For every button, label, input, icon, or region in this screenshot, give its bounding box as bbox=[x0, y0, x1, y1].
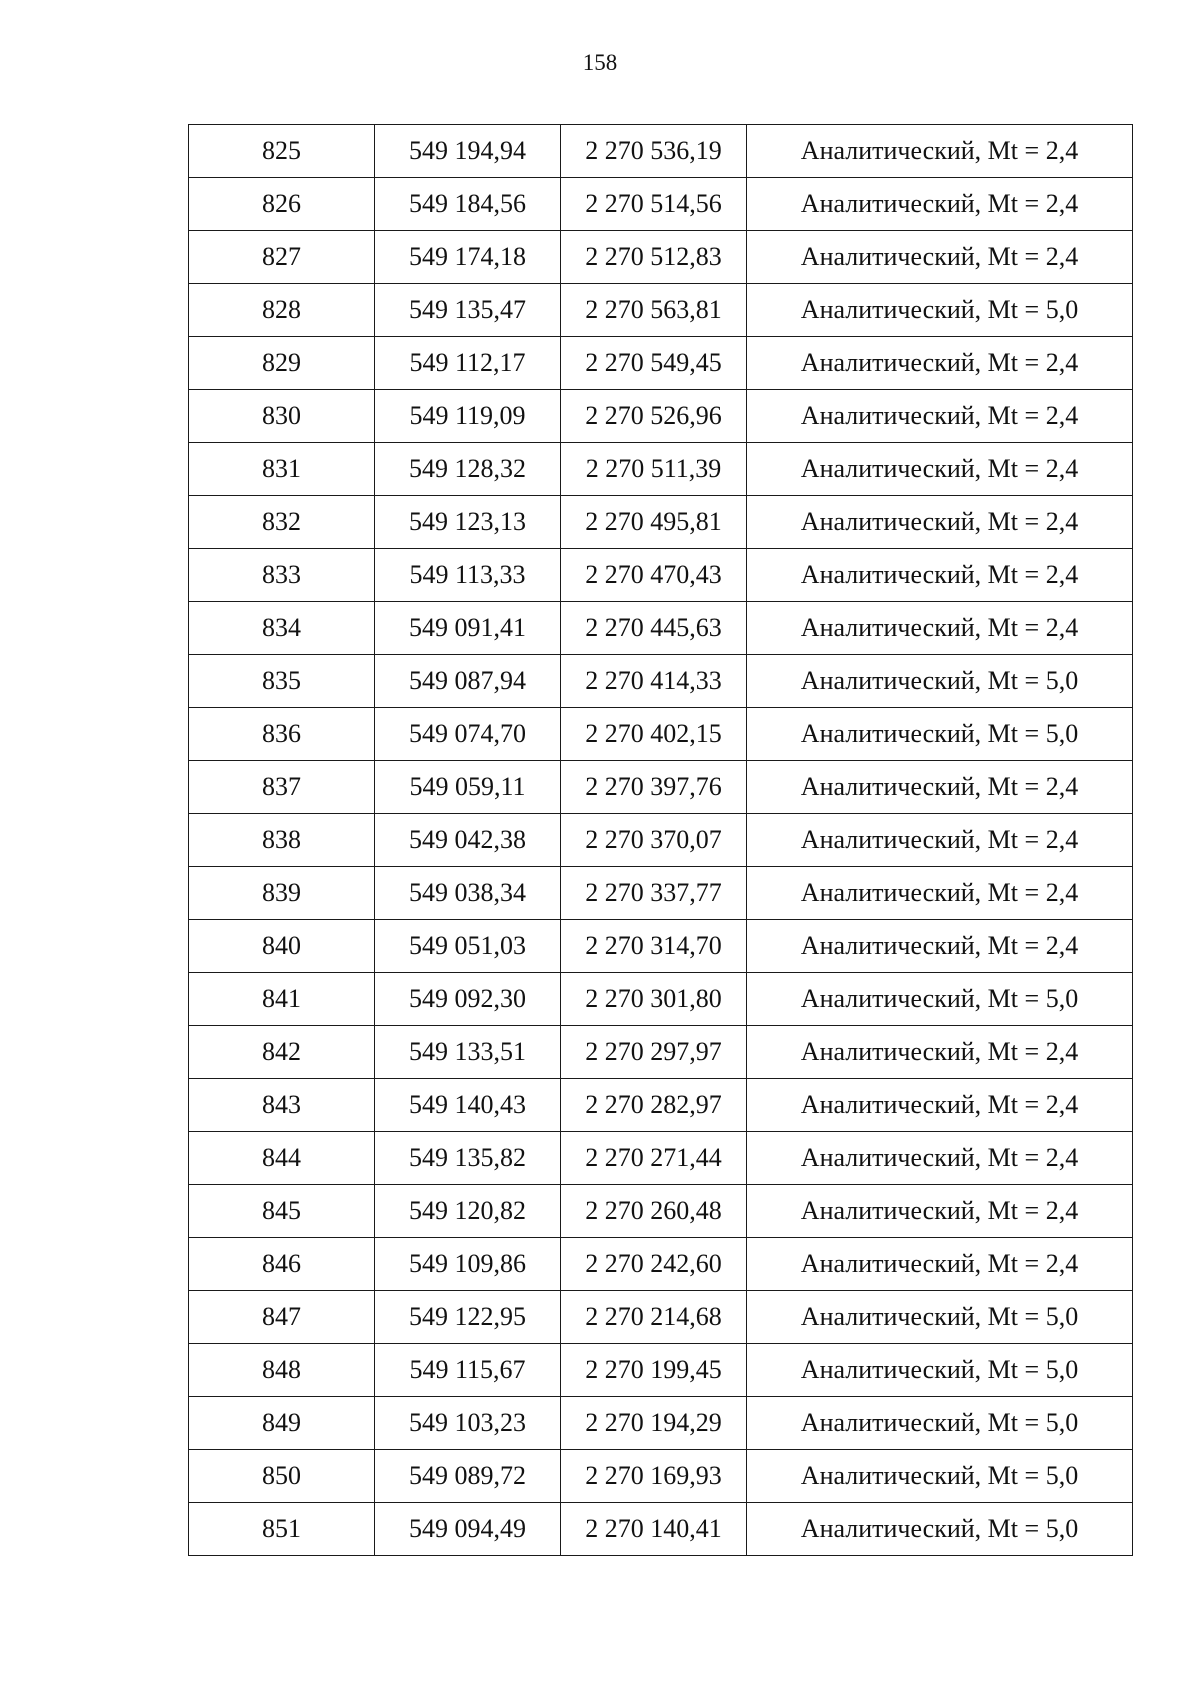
point-number-cell: 833 bbox=[189, 549, 375, 602]
method-cell: Аналитический, Mt = 5,0 bbox=[747, 1450, 1133, 1503]
x-coordinate-cell: 549 103,23 bbox=[375, 1397, 561, 1450]
method-cell: Аналитический, Mt = 2,4 bbox=[747, 867, 1133, 920]
y-coordinate-cell: 2 270 512,83 bbox=[561, 231, 747, 284]
x-coordinate-cell: 549 120,82 bbox=[375, 1185, 561, 1238]
y-coordinate-cell: 2 270 563,81 bbox=[561, 284, 747, 337]
point-number-cell: 836 bbox=[189, 708, 375, 761]
x-coordinate-cell: 549 087,94 bbox=[375, 655, 561, 708]
point-number-cell: 846 bbox=[189, 1238, 375, 1291]
method-cell: Аналитический, Mt = 2,4 bbox=[747, 443, 1133, 496]
y-coordinate-cell: 2 270 214,68 bbox=[561, 1291, 747, 1344]
method-cell: Аналитический, Mt = 5,0 bbox=[747, 973, 1133, 1026]
y-coordinate-cell: 2 270 370,07 bbox=[561, 814, 747, 867]
y-coordinate-cell: 2 270 402,15 bbox=[561, 708, 747, 761]
table-row bbox=[189, 655, 1133, 708]
method-cell: Аналитический, Mt = 2,4 bbox=[747, 1079, 1133, 1132]
y-coordinate-cell: 2 270 314,70 bbox=[561, 920, 747, 973]
table-row bbox=[189, 1397, 1133, 1450]
point-number-cell: 828 bbox=[189, 284, 375, 337]
y-coordinate-cell: 2 270 194,29 bbox=[561, 1397, 747, 1450]
table-row bbox=[189, 920, 1133, 973]
method-cell: Аналитический, Mt = 2,4 bbox=[747, 178, 1133, 231]
y-coordinate-cell: 2 270 536,19 bbox=[561, 125, 747, 178]
point-number-cell: 843 bbox=[189, 1079, 375, 1132]
table-row bbox=[189, 443, 1133, 496]
x-coordinate-cell: 549 094,49 bbox=[375, 1503, 561, 1556]
point-number-cell: 825 bbox=[189, 125, 375, 178]
x-coordinate-cell: 549 089,72 bbox=[375, 1450, 561, 1503]
y-coordinate-cell: 2 270 495,81 bbox=[561, 496, 747, 549]
x-coordinate-cell: 549 184,56 bbox=[375, 178, 561, 231]
method-cell: Аналитический, Mt = 2,4 bbox=[747, 125, 1133, 178]
table-row bbox=[189, 390, 1133, 443]
x-coordinate-cell: 549 135,47 bbox=[375, 284, 561, 337]
point-number-cell: 829 bbox=[189, 337, 375, 390]
method-cell: Аналитический, Mt = 5,0 bbox=[747, 1503, 1133, 1556]
table-row bbox=[189, 1450, 1133, 1503]
point-number-cell: 832 bbox=[189, 496, 375, 549]
point-number-cell: 826 bbox=[189, 178, 375, 231]
point-number-cell: 835 bbox=[189, 655, 375, 708]
method-cell: Аналитический, Mt = 2,4 bbox=[747, 602, 1133, 655]
point-number-cell: 834 bbox=[189, 602, 375, 655]
x-coordinate-cell: 549 174,18 bbox=[375, 231, 561, 284]
point-number-cell: 841 bbox=[189, 973, 375, 1026]
method-cell: Аналитический, Mt = 2,4 bbox=[747, 1132, 1133, 1185]
table-row bbox=[189, 178, 1133, 231]
method-cell: Аналитический, Mt = 2,4 bbox=[747, 761, 1133, 814]
point-number-cell: 839 bbox=[189, 867, 375, 920]
y-coordinate-cell: 2 270 140,41 bbox=[561, 1503, 747, 1556]
point-number-cell: 847 bbox=[189, 1291, 375, 1344]
table-row bbox=[189, 708, 1133, 761]
point-number-cell: 837 bbox=[189, 761, 375, 814]
x-coordinate-cell: 549 051,03 bbox=[375, 920, 561, 973]
x-coordinate-cell: 549 038,34 bbox=[375, 867, 561, 920]
x-coordinate-cell: 549 119,09 bbox=[375, 390, 561, 443]
table-row bbox=[189, 602, 1133, 655]
y-coordinate-cell: 2 270 470,43 bbox=[561, 549, 747, 602]
table-row bbox=[189, 1503, 1133, 1556]
x-coordinate-cell: 549 042,38 bbox=[375, 814, 561, 867]
table-row bbox=[189, 549, 1133, 602]
table-row bbox=[189, 337, 1133, 390]
method-cell: Аналитический, Mt = 2,4 bbox=[747, 549, 1133, 602]
point-number-cell: 838 bbox=[189, 814, 375, 867]
table-row bbox=[189, 814, 1133, 867]
table-row bbox=[189, 1344, 1133, 1397]
point-number-cell: 851 bbox=[189, 1503, 375, 1556]
point-number-cell: 848 bbox=[189, 1344, 375, 1397]
table-row bbox=[189, 1185, 1133, 1238]
x-coordinate-cell: 549 122,95 bbox=[375, 1291, 561, 1344]
y-coordinate-cell: 2 270 549,45 bbox=[561, 337, 747, 390]
x-coordinate-cell: 549 112,17 bbox=[375, 337, 561, 390]
method-cell: Аналитический, Mt = 2,4 bbox=[747, 1026, 1133, 1079]
y-coordinate-cell: 2 270 260,48 bbox=[561, 1185, 747, 1238]
method-cell: Аналитический, Mt = 5,0 bbox=[747, 284, 1133, 337]
x-coordinate-cell: 549 133,51 bbox=[375, 1026, 561, 1079]
y-coordinate-cell: 2 270 397,76 bbox=[561, 761, 747, 814]
table-row bbox=[189, 867, 1133, 920]
table-row bbox=[189, 1291, 1133, 1344]
x-coordinate-cell: 549 113,33 bbox=[375, 549, 561, 602]
table-row bbox=[189, 284, 1133, 337]
table-row bbox=[189, 1132, 1133, 1185]
x-coordinate-cell: 549 128,32 bbox=[375, 443, 561, 496]
x-coordinate-cell: 549 135,82 bbox=[375, 1132, 561, 1185]
method-cell: Аналитический, Mt = 2,4 bbox=[747, 1238, 1133, 1291]
y-coordinate-cell: 2 270 337,77 bbox=[561, 867, 747, 920]
point-number-cell: 844 bbox=[189, 1132, 375, 1185]
x-coordinate-cell: 549 115,67 bbox=[375, 1344, 561, 1397]
method-cell: Аналитический, Mt = 5,0 bbox=[747, 1291, 1133, 1344]
method-cell: Аналитический, Mt = 2,4 bbox=[747, 337, 1133, 390]
x-coordinate-cell: 549 140,43 bbox=[375, 1079, 561, 1132]
page-number: 158 bbox=[582, 50, 618, 75]
method-cell: Аналитический, Mt = 2,4 bbox=[747, 390, 1133, 443]
x-coordinate-cell: 549 092,30 bbox=[375, 973, 561, 1026]
x-coordinate-cell: 549 059,11 bbox=[375, 761, 561, 814]
point-number-cell: 830 bbox=[189, 390, 375, 443]
method-cell: Аналитический, Mt = 2,4 bbox=[747, 496, 1133, 549]
x-coordinate-cell: 549 091,41 bbox=[375, 602, 561, 655]
y-coordinate-cell: 2 270 445,63 bbox=[561, 602, 747, 655]
y-coordinate-cell: 2 270 297,97 bbox=[561, 1026, 747, 1079]
table-row bbox=[189, 1238, 1133, 1291]
y-coordinate-cell: 2 270 511,39 bbox=[561, 443, 747, 496]
table-row bbox=[189, 125, 1133, 178]
method-cell: Аналитический, Mt = 5,0 bbox=[747, 655, 1133, 708]
coordinates-table-body bbox=[189, 125, 1133, 1556]
method-cell: Аналитический, Mt = 2,4 bbox=[747, 920, 1133, 973]
point-number-cell: 849 bbox=[189, 1397, 375, 1450]
coordinates-table bbox=[188, 124, 1133, 1556]
table-row bbox=[189, 496, 1133, 549]
y-coordinate-cell: 2 270 282,97 bbox=[561, 1079, 747, 1132]
method-cell: Аналитический, Mt = 5,0 bbox=[747, 1397, 1133, 1450]
method-cell: Аналитический, Mt = 2,4 bbox=[747, 1185, 1133, 1238]
method-cell: Аналитический, Mt = 2,4 bbox=[747, 231, 1133, 284]
point-number-cell: 850 bbox=[189, 1450, 375, 1503]
table-row bbox=[189, 231, 1133, 284]
table-row bbox=[189, 1079, 1133, 1132]
method-cell: Аналитический, Mt = 5,0 bbox=[747, 708, 1133, 761]
x-coordinate-cell: 549 074,70 bbox=[375, 708, 561, 761]
y-coordinate-cell: 2 270 271,44 bbox=[561, 1132, 747, 1185]
x-coordinate-cell: 549 109,86 bbox=[375, 1238, 561, 1291]
x-coordinate-cell: 549 123,13 bbox=[375, 496, 561, 549]
x-coordinate-cell: 549 194,94 bbox=[375, 125, 561, 178]
y-coordinate-cell: 2 270 514,56 bbox=[561, 178, 747, 231]
y-coordinate-cell: 2 270 526,96 bbox=[561, 390, 747, 443]
y-coordinate-cell: 2 270 199,45 bbox=[561, 1344, 747, 1397]
point-number-cell: 840 bbox=[189, 920, 375, 973]
point-number-cell: 827 bbox=[189, 231, 375, 284]
method-cell: Аналитический, Mt = 2,4 bbox=[747, 814, 1133, 867]
method-cell: Аналитический, Mt = 5,0 bbox=[747, 1344, 1133, 1397]
table-row bbox=[189, 1026, 1133, 1079]
point-number-cell: 845 bbox=[189, 1185, 375, 1238]
y-coordinate-cell: 2 270 301,80 bbox=[561, 973, 747, 1026]
y-coordinate-cell: 2 270 242,60 bbox=[561, 1238, 747, 1291]
y-coordinate-cell: 2 270 414,33 bbox=[561, 655, 747, 708]
table-row bbox=[189, 973, 1133, 1026]
y-coordinate-cell: 2 270 169,93 bbox=[561, 1450, 747, 1503]
table-row bbox=[189, 761, 1133, 814]
point-number-cell: 831 bbox=[189, 443, 375, 496]
point-number-cell: 842 bbox=[189, 1026, 375, 1079]
